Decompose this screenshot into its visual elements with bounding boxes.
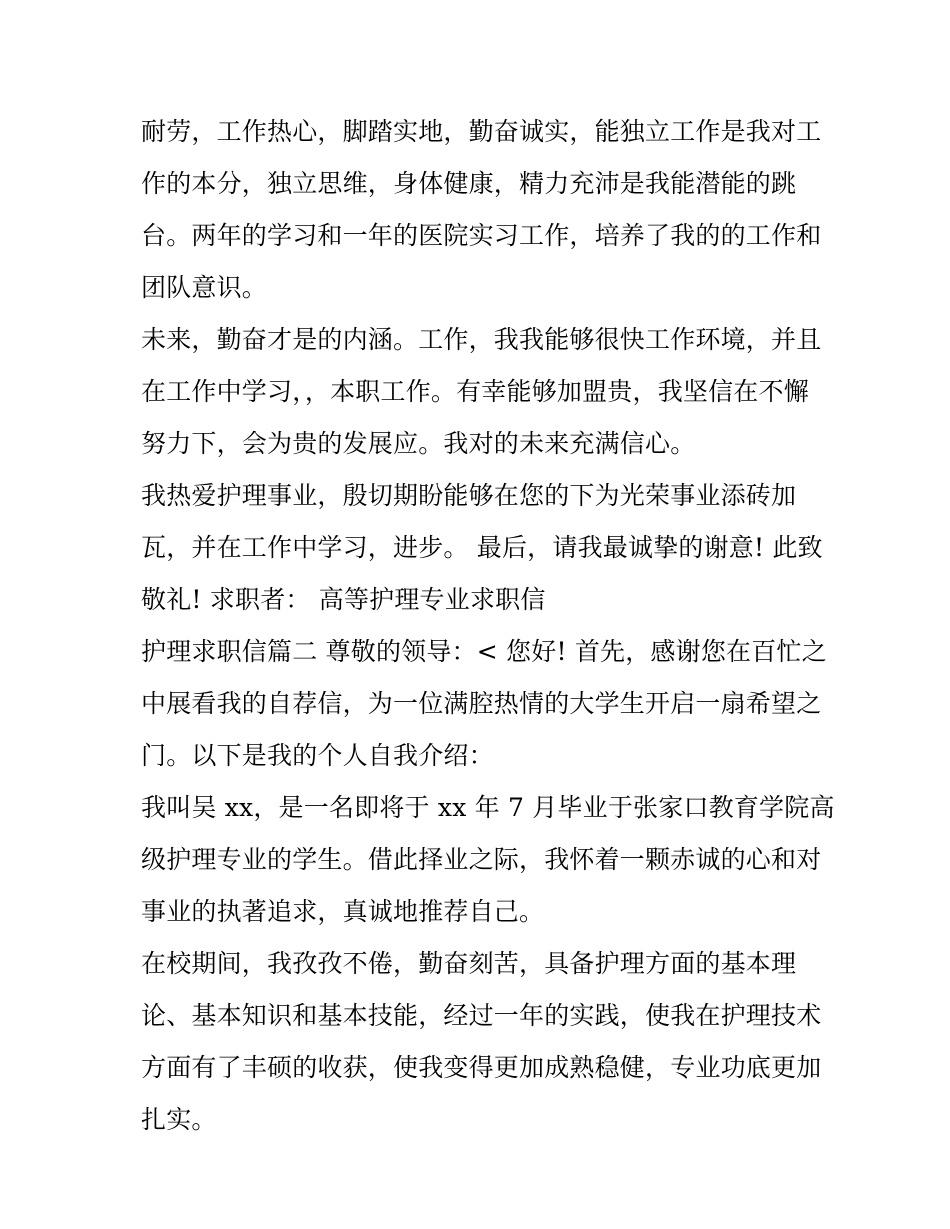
text-line: 在工作中学习，，本职工作。有幸能够加盟贵，我坚信在不懈 bbox=[141, 377, 809, 406]
text-line: 瓦，并在工作中学习，进步。 最后，请我最诚挚的谢意! 此致 bbox=[141, 533, 823, 562]
text-line: 中展看我的自荐信，为一位满腔热情的大学生开启一扇希望之 bbox=[141, 689, 822, 718]
text-line: 耐劳，工作热心，脚踏实地，勤奋诚实，能独立工作是我对工 bbox=[141, 117, 822, 146]
text-line: 事业的执著追求，真诚地推荐自己。 bbox=[141, 897, 545, 926]
text-line: 方面有了丰硕的收获，使我变得更加成熟稳健，专业功底更加 bbox=[141, 1053, 822, 1082]
document-body bbox=[141, 106, 835, 1146]
text-line: 作的本分，独立思维，身体健康，精力充沛是我能潜能的跳 bbox=[141, 169, 797, 198]
text-line: 门。以下是我的个人自我介绍： bbox=[141, 741, 494, 770]
text-line: 我热爱护理事业，殷切期盼能够在您的下为光荣事业添砖加 bbox=[141, 481, 797, 510]
text-line: 台。两年的学习和一年的医院实习工作，培养了我的的工作和 bbox=[141, 221, 822, 250]
text-line: 论、基本知识和基本技能，经过一年的实践，使我在护理技术 bbox=[141, 1001, 822, 1030]
text-line: 未来，勤奋才是的内涵。工作，我我能够很快工作环境，并且 bbox=[141, 325, 822, 354]
text-line: 扎实。 bbox=[141, 1105, 217, 1134]
text-line: 敬礼! 求职者： 高等护理专业求职信 bbox=[141, 585, 546, 614]
text-line: 级护理专业的学生。借此择业之际，我怀着一颗赤诚的心和对 bbox=[141, 845, 822, 874]
text-line: 护理求职信篇二 尊敬的领导：< 您好! 首先，感谢您在百忙之 bbox=[141, 637, 827, 666]
text-line: 在校期间，我孜孜不倦，勤奋刻苦，具备护理方面的基本理 bbox=[141, 949, 797, 978]
text-line: 努力下，会为贵的发展应。我对的未来充满信心。 bbox=[141, 429, 696, 458]
text-line: 团队意识。 bbox=[141, 273, 268, 302]
text-line: 我叫吴 xx，是一名即将于 xx 年 7 月毕业于张家口教育学院高 bbox=[141, 793, 835, 822]
